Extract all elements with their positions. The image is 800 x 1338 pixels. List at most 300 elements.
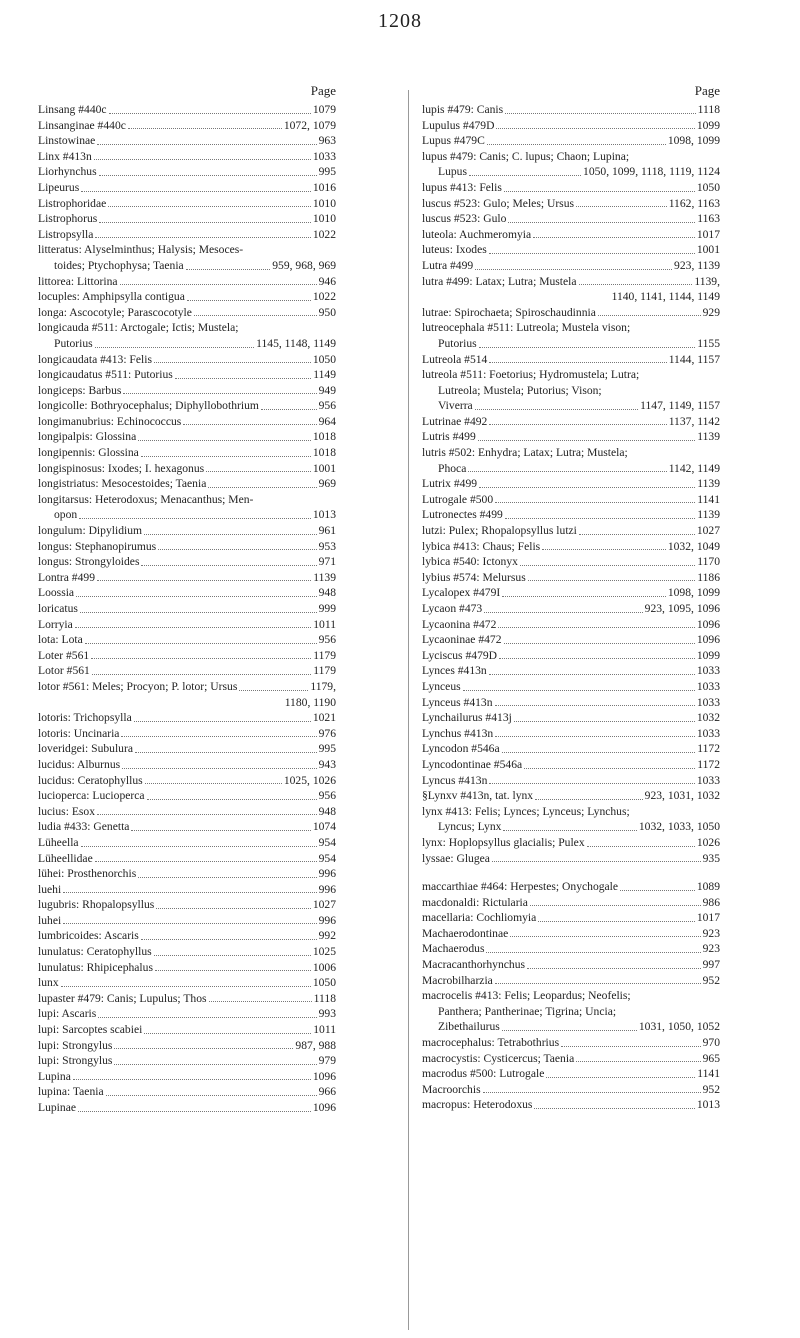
- index-term: lunulatus: Rhipicephalus: [38, 960, 153, 974]
- index-term: Lynceus: [422, 679, 461, 693]
- index-term: lybica #413: Chaus; Felis: [422, 539, 541, 553]
- page-reference: 963: [318, 134, 336, 148]
- index-term: lyssae: Glugea: [422, 851, 490, 865]
- index-term: Lyncus #413n: [422, 773, 488, 787]
- index-term: Lynchailurus #413j: [422, 711, 512, 725]
- page-reference: 1031, 1050, 1052: [638, 1020, 720, 1034]
- left-index-column: [38, 80, 336, 1116]
- index-term: Lynces #413n: [422, 664, 487, 678]
- page-reference: 992: [318, 929, 336, 943]
- index-term: Lyncus; Lynx: [438, 820, 502, 834]
- index-term: macellaria: Cochliomyia: [422, 911, 537, 925]
- index-term: Linsanginae #440c: [38, 118, 126, 132]
- dot-leader: [598, 305, 701, 317]
- page-reference: 948: [318, 586, 336, 600]
- index-term: Liorhynchus: [38, 165, 97, 179]
- dot-leader: [85, 632, 317, 644]
- index-entry: [422, 679, 720, 695]
- index-entry: [38, 773, 336, 789]
- index-entry: [38, 788, 336, 804]
- page-reference: 1144, 1157: [668, 352, 720, 366]
- index-term: lupi: Sarcoptes scabiei: [38, 1023, 143, 1037]
- page-reference: 1162, 1163: [668, 196, 720, 210]
- index-term: Lyncodontinae #546a: [422, 757, 523, 771]
- dot-leader: [158, 539, 316, 551]
- dot-leader: [487, 133, 666, 145]
- index-term: Lyncodon #546a: [422, 742, 500, 756]
- index-entry: [38, 991, 336, 1007]
- dot-leader: [534, 1097, 694, 1109]
- page-reference: 1018: [312, 446, 336, 460]
- index-term: lugubris: Rhopalopsyllus: [38, 898, 155, 912]
- index-entry: [422, 879, 720, 895]
- dot-leader: [538, 910, 695, 922]
- dot-leader: [144, 1022, 311, 1034]
- page-reference: 956: [318, 789, 336, 803]
- index-entry: [38, 149, 336, 165]
- index-entry: [38, 383, 336, 399]
- index-term: §Lynxv #413n, tat. lynx: [422, 789, 534, 803]
- index-term: lupi: Ascaris: [38, 1007, 97, 1021]
- index-entry: [422, 149, 720, 180]
- index-entry: [38, 414, 336, 430]
- index-term: Putorius: [438, 336, 477, 350]
- dot-leader: [175, 367, 311, 379]
- page-reference: 1118: [313, 991, 336, 1005]
- index-entry-page-continuation: 1180, 1190: [284, 695, 336, 709]
- dot-leader: [468, 461, 666, 473]
- dot-leader: [154, 944, 311, 956]
- dot-leader: [489, 773, 694, 785]
- index-term: Lontra #499: [38, 570, 95, 584]
- index-term: Lotor #561: [38, 664, 90, 678]
- index-term: longicolle: Bothryocephalus; Diphyllobothrium: [38, 399, 259, 413]
- dot-leader: [94, 149, 311, 161]
- dot-leader: [489, 352, 666, 364]
- index-entry: [38, 648, 336, 664]
- index-term: Machaerodus: [422, 942, 485, 956]
- page-reference: 1010: [312, 196, 336, 210]
- index-entry: [38, 866, 336, 882]
- dot-leader: [99, 211, 311, 223]
- dot-leader: [504, 632, 695, 644]
- dot-leader: [147, 788, 317, 800]
- index-entry: [38, 819, 336, 835]
- dot-leader: [141, 554, 316, 566]
- dot-leader: [528, 570, 696, 582]
- dot-leader: [194, 305, 317, 317]
- page-reference: 1032, 1049: [667, 539, 720, 553]
- index-term: Loter #561: [38, 648, 90, 662]
- index-term: lupis #479: Canis: [422, 103, 504, 116]
- index-entry: [38, 133, 336, 149]
- index-term: lutrae: Spirochaeta; Spiroschaudinnia: [422, 305, 596, 319]
- page-reference: 965: [702, 1051, 720, 1065]
- index-term: luehi: [38, 882, 62, 896]
- page-reference: 1017: [696, 911, 720, 925]
- page-reference: 971: [318, 555, 336, 569]
- index-entry: [422, 258, 720, 274]
- index-term: Lutra #499: [422, 258, 474, 272]
- page-reference: 1096: [312, 1101, 336, 1114]
- index-entry: [38, 726, 336, 742]
- index-term: lybius #574: Melursus: [422, 570, 526, 584]
- index-entry: [38, 679, 336, 710]
- page-reference: 995: [318, 165, 336, 179]
- dot-leader: [106, 1084, 317, 1096]
- index-entry: [422, 851, 720, 867]
- dot-leader: [80, 601, 317, 613]
- page-reference: 1050: [312, 352, 336, 366]
- dot-leader: [469, 164, 581, 176]
- page-reference: 1139,: [694, 274, 720, 288]
- index-term: luteola: Auchmeromyia: [422, 227, 532, 241]
- dot-leader: [504, 180, 695, 192]
- index-entry: [422, 523, 720, 539]
- index-entry: [422, 773, 720, 789]
- page-reference: 1011: [313, 1023, 336, 1037]
- page-reference: 1072, 1079: [283, 118, 336, 132]
- index-entry: [422, 1066, 720, 1082]
- dot-leader: [489, 663, 695, 675]
- index-entry: [38, 274, 336, 290]
- index-term: ludia #433: Genetta: [38, 820, 130, 834]
- page-reference: 1021: [312, 711, 336, 725]
- index-entry: [38, 835, 336, 851]
- index-entry: [38, 196, 336, 212]
- dot-leader: [73, 1069, 311, 1081]
- index-entry: [38, 570, 336, 586]
- dot-leader: [502, 741, 696, 753]
- index-entry: [38, 227, 336, 243]
- index-term: Linstowinae: [38, 134, 96, 148]
- page-reference: 1186: [697, 570, 720, 584]
- dot-leader: [95, 336, 254, 348]
- index-term-line: longicauda #511: Arctogale; Ictis; Mustela;: [38, 321, 239, 335]
- page-reference: 1141: [697, 492, 720, 506]
- page-reference: 1139: [697, 477, 720, 491]
- index-entry: [422, 352, 720, 368]
- letter-section-gap: [422, 866, 720, 879]
- page-reference: 1179,: [310, 679, 336, 693]
- index-entry: [422, 305, 720, 321]
- page-reference: 923, 1139: [674, 258, 720, 272]
- dot-leader: [187, 289, 311, 301]
- dot-leader: [128, 118, 282, 130]
- page-reference: 1050, 1099, 1118, 1119, 1124: [583, 165, 720, 179]
- dot-leader: [114, 1038, 293, 1050]
- dot-leader: [114, 1053, 316, 1065]
- dot-leader: [542, 539, 666, 551]
- index-term: Lupinae: [38, 1101, 76, 1114]
- page-reference: 1016: [312, 180, 336, 194]
- index-entry: [38, 928, 336, 944]
- index-term-line: litteratus: Alyselminthus; Halysis; Mesoces-: [38, 243, 244, 257]
- index-term: Lupus: [438, 165, 467, 179]
- index-term: Lorryia: [38, 617, 73, 631]
- index-entry: [38, 289, 336, 305]
- dot-leader: [98, 1006, 316, 1018]
- dot-leader: [527, 957, 701, 969]
- index-term: lutzi: Pulex; Rhopalopsyllus lutzi: [422, 524, 577, 538]
- dot-leader: [97, 133, 316, 145]
- page-reference: 1139: [313, 570, 336, 584]
- dot-leader: [483, 1082, 701, 1094]
- index-entry: [38, 398, 336, 414]
- dot-leader: [61, 975, 311, 987]
- index-entry: [38, 461, 336, 477]
- dot-leader: [495, 695, 695, 707]
- page-reference: 1025, 1026: [283, 773, 336, 787]
- dot-leader: [533, 227, 695, 239]
- page-reference: 946: [318, 274, 336, 288]
- index-term: Lutreola #514: [422, 352, 488, 366]
- page-reference: 993: [318, 1007, 336, 1021]
- dot-leader: [505, 507, 695, 519]
- dot-leader: [475, 258, 672, 270]
- dot-leader: [135, 741, 317, 753]
- page-reference: 1096: [696, 633, 720, 647]
- index-entry: [422, 895, 720, 911]
- page-reference: 935: [702, 851, 720, 865]
- page-reference: 1033: [696, 679, 720, 693]
- page-reference: 956: [318, 399, 336, 413]
- index-entry: [422, 941, 720, 957]
- index-term: lumbricoides: Ascaris: [38, 929, 139, 943]
- index-entry: [422, 926, 720, 942]
- index-term: macdonaldi: Rictularia: [422, 895, 528, 909]
- index-term: toides; Ptychophysa; Taenia: [54, 258, 184, 272]
- page-reference: 1026: [696, 835, 720, 849]
- index-term: Machaerodontinae: [422, 926, 509, 940]
- index-term: Lycaoninae #472: [422, 633, 502, 647]
- page-reference: 997: [702, 958, 720, 972]
- index-term-line: lupus #479: Canis; C. lupus; Chaon; Lupina;: [422, 149, 630, 163]
- page-reference: 996: [318, 867, 336, 881]
- index-entry: [38, 367, 336, 383]
- dot-leader: [186, 258, 271, 270]
- dot-leader: [208, 476, 316, 488]
- page-reference: 954: [318, 835, 336, 849]
- page-reference: 1001: [696, 243, 720, 257]
- index-term: lota: Lota: [38, 633, 83, 647]
- page-reference: 949: [318, 383, 336, 397]
- index-term: macrocephalus: Tetrabothrius: [422, 1036, 560, 1050]
- index-entry: [422, 617, 720, 633]
- index-term: lunx: [38, 976, 59, 990]
- dot-leader: [479, 336, 696, 348]
- index-entry: [422, 973, 720, 989]
- index-term: littorea: Littorina: [38, 274, 118, 288]
- dot-leader: [141, 445, 311, 457]
- index-entry: [422, 196, 720, 212]
- page-reference: 923: [702, 942, 720, 956]
- index-entry: [422, 539, 720, 555]
- index-term: Viverra: [438, 399, 473, 413]
- index-entry: [38, 305, 336, 321]
- page-reference: 948: [318, 804, 336, 818]
- page-reference: 1013: [696, 1098, 720, 1112]
- index-term: lybica #540: Ictonyx: [422, 555, 518, 569]
- dot-leader: [123, 383, 316, 395]
- index-entry: [422, 710, 720, 726]
- dot-leader: [63, 882, 316, 894]
- page-reference: 1050: [312, 976, 336, 990]
- left-column-header: Page: [310, 83, 336, 98]
- dot-leader: [121, 726, 316, 738]
- index-entry: [38, 1022, 336, 1038]
- index-term: Listropsylla: [38, 227, 94, 241]
- dot-leader: [505, 102, 696, 114]
- index-term-line: lutreocephala #511: Lutreola; Mustela vison;: [422, 321, 631, 335]
- index-term: Lycaonina #472: [422, 617, 497, 631]
- index-entry: [38, 913, 336, 929]
- dot-leader: [530, 895, 701, 907]
- index-entry: [422, 804, 720, 835]
- dot-leader: [155, 960, 311, 972]
- page-reference: 986: [702, 895, 720, 909]
- page-reference: 1118: [697, 103, 720, 116]
- index-entry: [422, 492, 720, 508]
- index-entry: [38, 476, 336, 492]
- page-reference: 952: [702, 973, 720, 987]
- dot-leader: [495, 726, 695, 738]
- index-term: opon: [54, 508, 78, 522]
- index-term: loveridgei: Subulura: [38, 742, 133, 756]
- index-entry: [422, 957, 720, 973]
- dot-leader: [209, 991, 312, 1003]
- index-term: lucidus: Alburnus: [38, 757, 121, 771]
- page-reference: 1022: [312, 227, 336, 241]
- index-term: Lycaon #473: [422, 602, 483, 615]
- index-term: Putorius: [54, 336, 93, 350]
- index-entry: [422, 476, 720, 492]
- index-term-line: macrocelis #413: Felis; Leopardus; Neofelis;: [422, 989, 631, 1003]
- index-entry: [422, 211, 720, 227]
- index-term: Lutris #499: [422, 430, 476, 444]
- index-entry: [38, 320, 336, 351]
- dot-leader: [502, 585, 666, 597]
- index-entry: [38, 1053, 336, 1069]
- index-entry: [422, 601, 720, 617]
- index-entry: [38, 352, 336, 368]
- dot-leader: [109, 102, 311, 114]
- index-term: Lynchus #413n: [422, 726, 494, 740]
- index-entry: [422, 632, 720, 648]
- index-entry: [38, 617, 336, 633]
- page-reference: 996: [318, 913, 336, 927]
- right-index-column: [422, 80, 720, 1113]
- dot-leader: [120, 274, 317, 286]
- page-reference: 1033: [696, 726, 720, 740]
- index-entry: [38, 102, 336, 118]
- index-entry: [422, 988, 720, 1035]
- page-reference: 1096: [312, 1069, 336, 1083]
- page-reference: 929: [702, 305, 720, 319]
- index-term: lucius: Esox: [38, 804, 96, 818]
- page-reference: 923, 1031, 1032: [644, 789, 720, 803]
- dot-leader: [489, 414, 666, 426]
- index-entry: [38, 944, 336, 960]
- index-term: macrocystis: Cysticercus; Taenia: [422, 1051, 575, 1065]
- index-entry: [38, 523, 336, 539]
- index-term: lutra #499: Latax; Lutra; Mustela: [422, 274, 577, 288]
- index-term: longus: Strongyloides: [38, 555, 140, 569]
- index-entry: [422, 554, 720, 570]
- index-entry: [38, 741, 336, 757]
- index-term: Linx #413n: [38, 149, 92, 163]
- dot-leader: [576, 196, 667, 208]
- index-entry: [38, 211, 336, 227]
- index-term: longicaudata #413: Felis: [38, 352, 152, 366]
- dot-leader: [495, 973, 701, 985]
- index-term: Lüheellidae: [38, 851, 93, 865]
- index-entry: [422, 507, 720, 523]
- index-term: Lüheella: [38, 835, 79, 849]
- page-reference: 943: [318, 757, 336, 771]
- index-term: longipennis: Glossina: [38, 446, 139, 460]
- page-reference: 1172: [697, 742, 720, 756]
- page-reference: 1155: [697, 336, 720, 350]
- index-term: lucioperca: Lucioperca: [38, 789, 145, 803]
- dot-leader: [484, 601, 642, 613]
- index-term: Lutrinae #492: [422, 414, 488, 428]
- right-entry-list: [422, 102, 720, 1113]
- index-term: lühei: Prosthenorchis: [38, 867, 137, 881]
- page-reference: 923: [702, 926, 720, 940]
- dot-leader: [95, 227, 310, 239]
- index-entry: [422, 741, 720, 757]
- dot-leader: [498, 617, 694, 629]
- index-term: Lupulus #479D: [422, 118, 495, 132]
- dot-leader: [479, 476, 695, 488]
- index-term: Linsang #440c: [38, 103, 107, 116]
- page-reference: 1006: [312, 960, 336, 974]
- index-entry: [38, 757, 336, 773]
- page-reference: 1032: [696, 711, 720, 725]
- index-entry: [38, 445, 336, 461]
- dot-leader: [492, 851, 701, 863]
- index-term: luscus #523: Gulo: [422, 212, 507, 226]
- index-entry: [422, 570, 720, 586]
- index-term: lotoris: Trichopsylla: [38, 711, 132, 725]
- index-term: lupus #413: Felis: [422, 180, 502, 194]
- index-entry: [422, 757, 720, 773]
- page-reference: 1139: [697, 430, 720, 444]
- dot-leader: [579, 274, 693, 286]
- dot-leader: [79, 507, 311, 519]
- index-entry: [38, 429, 336, 445]
- index-entry: [422, 726, 720, 742]
- dot-leader: [75, 617, 311, 629]
- page-reference: 1033: [312, 149, 336, 163]
- index-entry: [422, 648, 720, 664]
- index-term: lupina: Taenia: [38, 1085, 104, 1099]
- dot-leader: [489, 242, 695, 254]
- page-reference: 1179: [313, 648, 336, 662]
- left-entry-list: [38, 102, 336, 1116]
- dot-leader: [475, 398, 638, 410]
- dot-leader: [261, 398, 317, 410]
- page-reference: 1096: [696, 617, 720, 631]
- dot-leader: [486, 941, 700, 953]
- dot-leader: [154, 352, 311, 364]
- index-term: longus: Stephanopirumus: [38, 539, 157, 553]
- dot-leader: [503, 819, 636, 831]
- index-term-line: Panthera; Pantherinae; Tigrina; Uncia;: [438, 1004, 617, 1018]
- page-reference: 1163: [697, 212, 720, 226]
- dot-leader: [546, 1066, 695, 1078]
